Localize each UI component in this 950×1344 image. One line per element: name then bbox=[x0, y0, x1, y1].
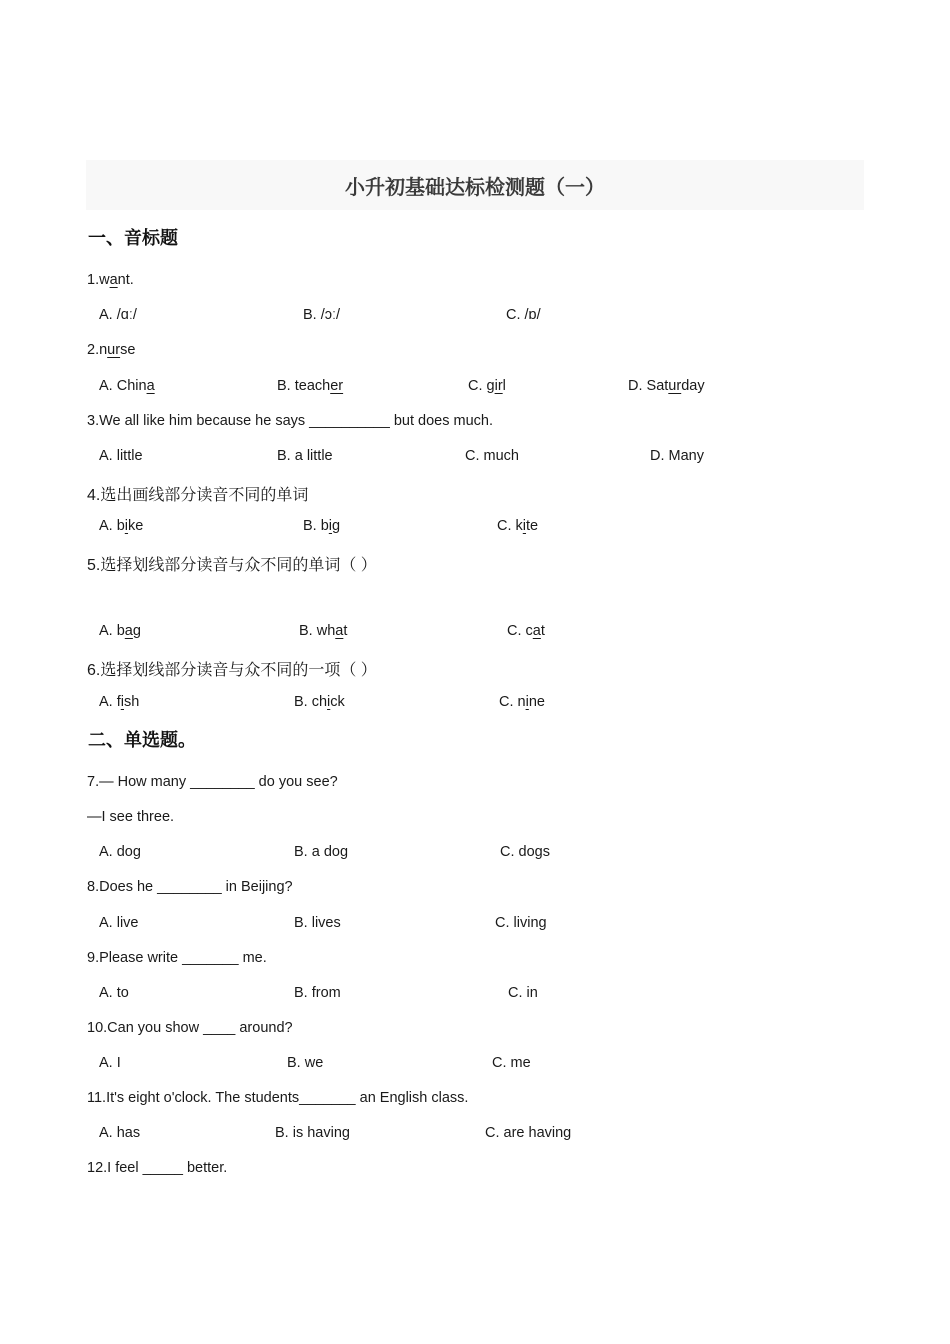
q3-option-a: A. little bbox=[99, 448, 143, 464]
question-7: 7.— How many ________ do you see? bbox=[87, 774, 338, 790]
q8-option-b: B. lives bbox=[294, 915, 341, 931]
q2-option-d: D. Saturday bbox=[628, 378, 705, 394]
question-5: 5.选择划线部分读音与众不同的单词（ ） bbox=[87, 557, 377, 574]
q11-option-b: B. is having bbox=[275, 1125, 350, 1141]
section-heading-single-choice: 二、单选题。 bbox=[88, 730, 196, 750]
q11-option-c: C. are having bbox=[485, 1125, 572, 1141]
q7-option-a: A. dog bbox=[99, 844, 141, 860]
q4-option-b: B. big bbox=[303, 518, 341, 534]
q2-option-a: A. China bbox=[99, 378, 155, 394]
q5-option-a: A. bag bbox=[99, 623, 141, 639]
q8-option-c: C. living bbox=[495, 915, 547, 931]
q7-option-c: C. dogs bbox=[500, 844, 550, 860]
q6-option-a: A. fish bbox=[99, 694, 140, 710]
q2-option-b: B. teacher bbox=[277, 378, 344, 394]
q4-option-c: C. kite bbox=[497, 518, 539, 534]
page-title: 小升初基础达标检测题（一） bbox=[345, 176, 605, 199]
q11-option-a: A. has bbox=[99, 1125, 141, 1141]
question-7-answer-line: —I see three. bbox=[87, 809, 175, 825]
question-12: 12.I feel _____ better. bbox=[87, 1160, 228, 1176]
q10-option-c: C. me bbox=[492, 1055, 531, 1071]
q4-option-a: A. bike bbox=[99, 518, 144, 534]
q5-option-b: B. what bbox=[299, 623, 348, 639]
q3-option-b: B. a little bbox=[277, 448, 333, 464]
question-2: 2.nurse bbox=[87, 342, 136, 358]
section-heading-phonetics: 一、音标题 bbox=[88, 228, 178, 248]
question-6: 6.选择划线部分读音与众不同的一项（ ） bbox=[87, 662, 377, 679]
q5-option-c: C. cat bbox=[507, 623, 545, 639]
q2-option-c: C. girl bbox=[468, 378, 506, 394]
q3-option-d: D. Many bbox=[650, 448, 704, 464]
question-4: 4.选出画线部分读音不同的单词 bbox=[87, 487, 309, 504]
underlined-part: ur bbox=[107, 342, 121, 358]
q10-option-a: A. I bbox=[99, 1055, 121, 1071]
q6-option-c: C. nine bbox=[499, 694, 545, 710]
q9-option-b: B. from bbox=[294, 985, 341, 1001]
q9-option-c: C. in bbox=[508, 985, 538, 1001]
q1-option-a: A. /ɑː/ bbox=[99, 307, 137, 323]
question-3: 3.We all like him because he says __________ but does much. bbox=[87, 413, 493, 429]
q6-option-b: B. chick bbox=[294, 694, 345, 710]
q1-option-c: C. /ɒ/ bbox=[506, 307, 541, 323]
q10-option-b: B. we bbox=[287, 1055, 324, 1071]
question-11: 11.It's eight o'clock. The students_______ an English class. bbox=[87, 1090, 469, 1106]
question-9: 9.Please write _______ me. bbox=[87, 950, 267, 966]
q9-option-a: A. to bbox=[99, 985, 129, 1001]
question-10: 10.Can you show ____ around? bbox=[87, 1020, 293, 1036]
title-bar bbox=[86, 160, 864, 210]
q8-option-a: A. live bbox=[99, 915, 139, 931]
q7-option-b: B. a dog bbox=[294, 844, 349, 860]
underlined-part: a bbox=[109, 272, 118, 288]
q3-option-c: C. much bbox=[465, 448, 519, 464]
q1-option-b: B. /ɔː/ bbox=[303, 307, 341, 323]
question-8: 8.Does he ________ in Beijing? bbox=[87, 879, 293, 895]
question-1: 1.want. bbox=[87, 272, 134, 288]
